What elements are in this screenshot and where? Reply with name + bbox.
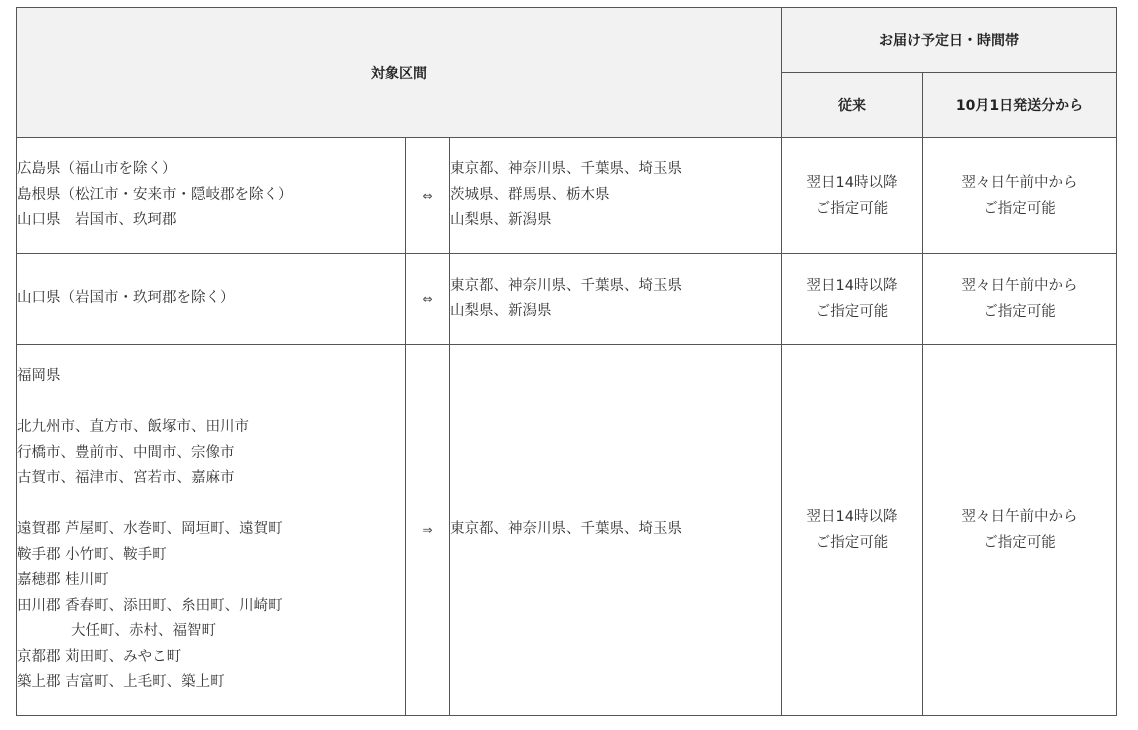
destination-line: 茨城県、群馬県、栃木県	[450, 186, 610, 203]
current-schedule-line: 翌日14時以降	[806, 278, 898, 294]
header-target-section: 対象区間	[17, 8, 782, 138]
header-delivery-date-time: お届け予定日・時間帯	[782, 8, 1117, 73]
header-current: 従来	[782, 73, 923, 138]
table-row	[17, 138, 1117, 254]
origin-district-line: 嘉穂郡 桂川町	[17, 572, 109, 589]
origin-cell	[17, 254, 406, 345]
bidirectional-arrow-icon: ⇔	[406, 138, 450, 254]
current-schedule-cell	[782, 138, 923, 254]
table-row	[17, 345, 1117, 716]
current-schedule-cell	[782, 254, 923, 345]
origin-district-line: 田川郡 香春町、添田町、糸田町、川崎町	[17, 597, 283, 614]
header-from-oct-1: 10月1日発送分から	[923, 73, 1117, 138]
bidirectional-arrow-icon: ⇔	[406, 254, 450, 345]
new-schedule-line: ご指定可能	[983, 304, 1056, 320]
origin-cell	[17, 345, 406, 716]
delivery-schedule-table	[16, 7, 1117, 716]
destination-cell	[450, 138, 782, 254]
destination-line: 東京都、神奈川県、千葉県、埼玉県	[450, 277, 682, 294]
new-schedule-line: ご指定可能	[983, 535, 1056, 551]
current-schedule-line: 翌日14時以降	[806, 174, 898, 191]
current-schedule-line: 翌日14時以降	[806, 509, 898, 525]
origin-district-line: 遠賀郡 芦屋町、水巻町、岡垣町、遠賀町	[17, 521, 283, 538]
new-schedule-cell	[923, 345, 1117, 716]
destination-line: 東京都、神奈川県、千葉県、埼玉県	[450, 161, 682, 178]
origin-line: 島根県（松江市・安来市・隠岐郡を除く）	[17, 186, 293, 203]
origin-cell	[17, 138, 406, 254]
destination-cell	[450, 254, 782, 345]
current-schedule-line: ご指定可能	[815, 535, 889, 551]
origin-city-line: 北九州市、直方市、飯塚市、田川市	[17, 419, 249, 436]
origin-district-line: 鞍手郡 小竹町、鞍手町	[17, 546, 167, 563]
origin-district-line: 大任町、赤村、福智町	[71, 623, 216, 640]
new-schedule-line: 翌々日午前中から	[961, 278, 1078, 294]
current-schedule-cell	[782, 345, 923, 716]
current-schedule-line: ご指定可能	[815, 200, 889, 217]
origin-district-line: 築上郡 吉富町、上毛町、築上町	[17, 674, 225, 691]
new-schedule-line: 翌々日午前中から	[961, 174, 1078, 191]
right-arrow-icon: ⇒	[406, 345, 450, 716]
origin-city-line: 行橋市、豊前市、中間市、宗像市	[17, 444, 235, 461]
origin-line: 山口県（岩国市・玖珂郡を除く）	[17, 290, 235, 307]
origin-line: 山口県 岩国市、玖珂郡	[17, 212, 177, 229]
origin-prefecture: 福岡県	[17, 368, 61, 385]
new-schedule-line: 翌々日午前中から	[961, 509, 1078, 525]
table-row	[17, 254, 1117, 345]
new-schedule-cell	[923, 254, 1117, 345]
destination-line: 山梨県、新潟県	[450, 212, 552, 229]
origin-district-line: 京都郡 苅田町、みやこ町	[17, 648, 182, 665]
origin-city-line: 古賀市、福津市、宮若市、嘉麻市	[17, 470, 235, 487]
origin-line: 広島県（福山市を除く）	[17, 161, 177, 178]
current-schedule-line: ご指定可能	[815, 304, 889, 320]
header-row	[17, 8, 1117, 73]
destination-line: 東京都、神奈川県、千葉県、埼玉県	[450, 521, 682, 538]
destination-line: 山梨県、新潟県	[450, 303, 552, 319]
destination-cell	[450, 345, 782, 716]
new-schedule-line: ご指定可能	[983, 200, 1056, 217]
new-schedule-cell	[923, 138, 1117, 254]
